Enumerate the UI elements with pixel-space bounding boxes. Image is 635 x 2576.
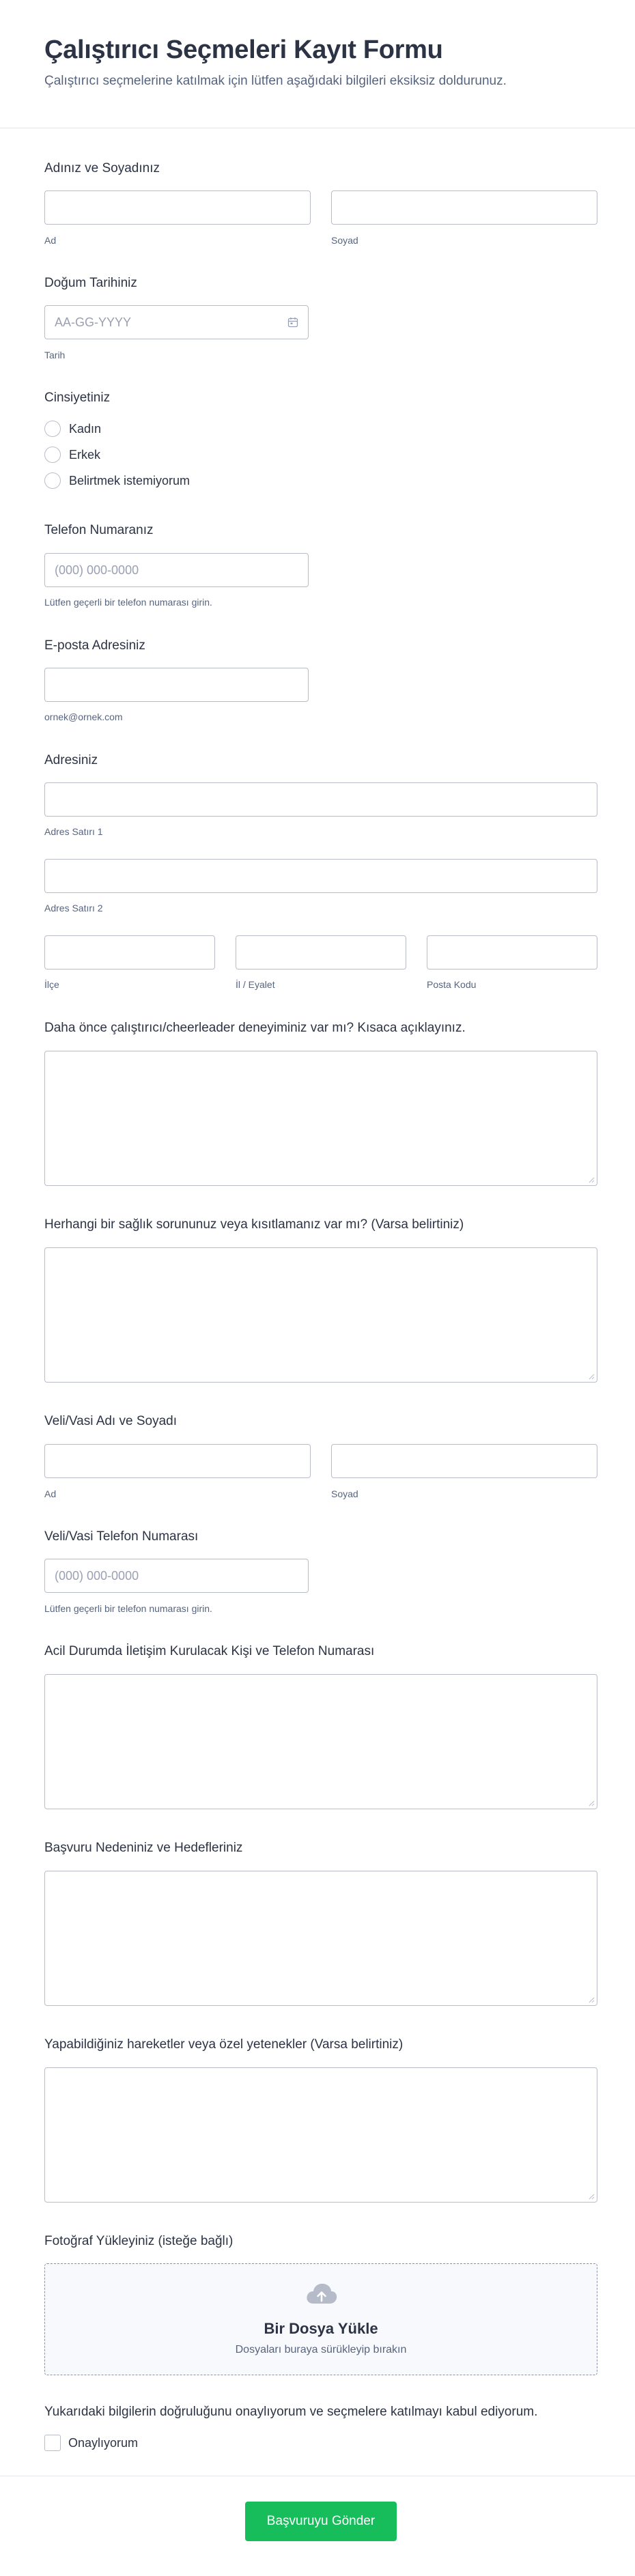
guardian-phone-input[interactable] bbox=[44, 1559, 309, 1593]
file-upload-dropzone[interactable] bbox=[44, 2263, 597, 2375]
form-footer bbox=[0, 2476, 635, 2576]
district-sublabel: İlçe bbox=[44, 979, 59, 990]
guardian-first-name-input[interactable] bbox=[44, 1444, 311, 1478]
address-line2-input[interactable] bbox=[44, 859, 597, 893]
first-name-sublabel: Ad bbox=[44, 235, 57, 246]
radio-button[interactable] bbox=[44, 447, 61, 463]
submit-button[interactable]: Başvuruyu Gönder bbox=[245, 2502, 397, 2541]
gender-option-label: Belirtmek istemiyorum bbox=[69, 474, 190, 487]
guardian-last-name-input[interactable] bbox=[331, 1444, 597, 1478]
phone-label: Telefon Numaranız bbox=[44, 523, 154, 537]
reason-textarea[interactable] bbox=[44, 1871, 597, 2006]
guardian-last-name-sublabel: Soyad bbox=[331, 1488, 358, 1499]
health-textarea[interactable] bbox=[44, 1247, 597, 1383]
gender-label: Cinsiyetiniz bbox=[44, 391, 111, 405]
guardian-phone-label: Veli/Vasi Telefon Numarası bbox=[44, 1529, 199, 1544]
photo-upload-label: Fotoğraf Yükleyiniz (isteğe bağlı) bbox=[44, 2234, 234, 2248]
email-sublabel: ornek@ornek.com bbox=[44, 711, 123, 722]
district-input[interactable] bbox=[44, 935, 215, 969]
guardian-first-name-sublabel: Ad bbox=[44, 1488, 57, 1499]
calendar-icon[interactable] bbox=[287, 317, 298, 328]
email-label: E-posta Adresiniz bbox=[44, 638, 145, 653]
phone-sublabel: Lütfen geçerli bir telefon numarası girin. bbox=[44, 597, 212, 608]
address-line2-sublabel: Adres Satırı 2 bbox=[44, 903, 103, 914]
cloud-upload-icon bbox=[305, 2280, 339, 2308]
form-subtitle: Çalıştırıcı seçmelerine katılmak için lütfen aşağıdaki bilgileri eksiksiz doldurunuz. bbox=[44, 74, 507, 88]
experience-textarea[interactable] bbox=[44, 1051, 597, 1186]
reason-label: Başvuru Nedeniniz ve Hedefleriniz bbox=[44, 1841, 243, 1855]
consent-label: Yukarıdaki bilgilerin doğruluğunu onaylıyorum ve seçmelere katılmayı kabul ediyorum. bbox=[44, 2405, 538, 2419]
postal-code-input[interactable] bbox=[427, 935, 597, 969]
form-title: Çalıştırıcı Seçmeleri Kayıt Formu bbox=[44, 36, 443, 64]
name-label: Adınız ve Soyadınız bbox=[44, 161, 160, 175]
form-header bbox=[0, 0, 635, 128]
birth-date-input[interactable] bbox=[44, 305, 309, 339]
gender-option-label: Kadın bbox=[69, 422, 102, 436]
upload-hint: Dosyaları buraya sürükleyip bırakın bbox=[235, 2344, 407, 2355]
province-sublabel: İl / Eyalet bbox=[236, 979, 275, 990]
upload-title: Bir Dosya Yükle bbox=[264, 2320, 378, 2337]
email-input[interactable] bbox=[44, 668, 309, 702]
gender-option-label: Erkek bbox=[69, 448, 101, 462]
health-label: Herhangi bir sağlık sorununuz veya kısıtlamanız var mı? (Varsa belirtiniz) bbox=[44, 1217, 464, 1232]
consent-checkbox[interactable] bbox=[44, 2435, 61, 2451]
consent-option-label: Onaylıyorum bbox=[68, 2436, 139, 2450]
last-name-sublabel: Soyad bbox=[331, 235, 358, 246]
resize-handle-icon[interactable] bbox=[588, 1373, 595, 1380]
skills-label: Yapabildiğiniz hareketler veya özel yetenekler (Varsa belirtiniz) bbox=[44, 2037, 404, 2052]
guardian-name-label: Veli/Vasi Adı ve Soyadı bbox=[44, 1414, 177, 1428]
address-line1-input[interactable] bbox=[44, 782, 597, 817]
first-name-input[interactable] bbox=[44, 190, 311, 225]
emergency-textarea[interactable] bbox=[44, 1674, 597, 1809]
radio-button[interactable] bbox=[44, 421, 61, 437]
resize-handle-icon[interactable] bbox=[588, 2193, 595, 2200]
experience-label: Daha önce çalıştırıcı/cheerleader deneyiminiz var mı? Kısaca açıklayınız. bbox=[44, 1021, 466, 1035]
guardian-phone-sublabel: Lütfen geçerli bir telefon numarası girin. bbox=[44, 1603, 212, 1614]
emergency-label: Acil Durumda İletişim Kurulacak Kişi ve Telefon Numarası bbox=[44, 1644, 375, 1658]
address-line1-sublabel: Adres Satırı 1 bbox=[44, 826, 103, 837]
last-name-input[interactable] bbox=[331, 190, 597, 225]
phone-input[interactable] bbox=[44, 553, 309, 587]
skills-textarea[interactable] bbox=[44, 2067, 597, 2203]
address-label: Adresiniz bbox=[44, 753, 98, 767]
resize-handle-icon[interactable] bbox=[588, 1800, 595, 1807]
province-input[interactable] bbox=[236, 935, 406, 969]
radio-button[interactable] bbox=[44, 472, 61, 489]
resize-handle-icon[interactable] bbox=[588, 1176, 595, 1183]
resize-handle-icon[interactable] bbox=[588, 1996, 595, 2003]
birth-date-sublabel: Tarih bbox=[44, 350, 66, 360]
birth-date-placeholder: AA-GG-YYYY bbox=[55, 315, 132, 329]
guardian-phone-placeholder: (000) 000-0000 bbox=[55, 1569, 139, 1583]
birth-date-label: Doğum Tarihiniz bbox=[44, 276, 137, 290]
postal-code-sublabel: Posta Kodu bbox=[427, 979, 477, 990]
phone-placeholder: (000) 000-0000 bbox=[55, 563, 139, 577]
